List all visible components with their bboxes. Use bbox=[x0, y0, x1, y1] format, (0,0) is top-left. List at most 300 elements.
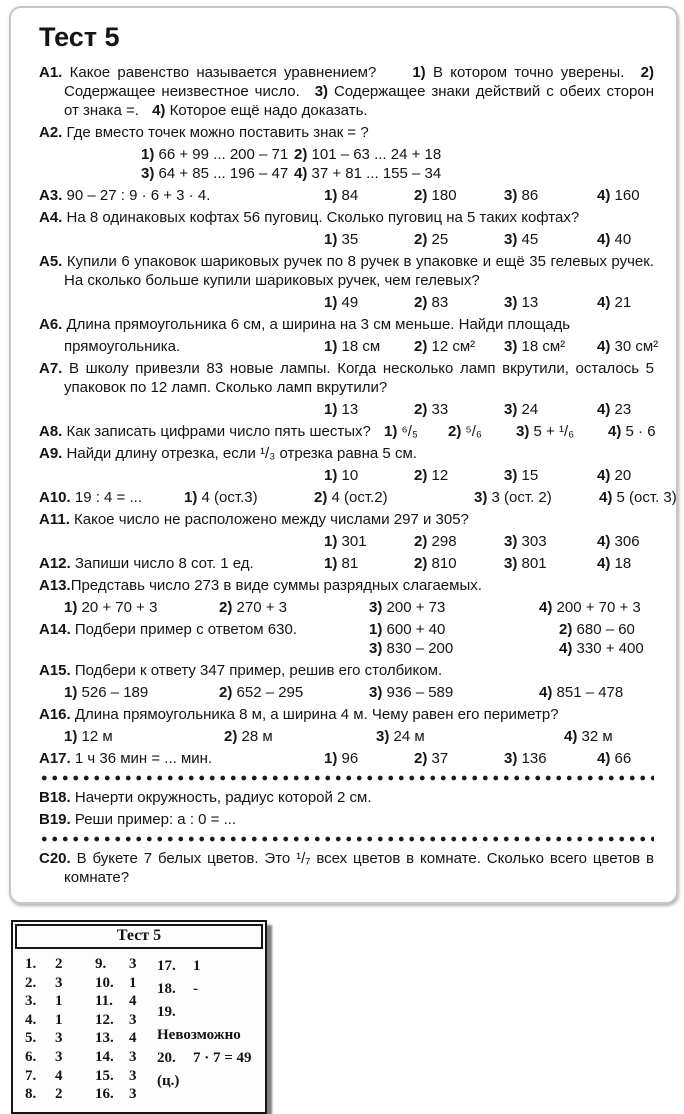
option-label: 2) bbox=[414, 231, 428, 248]
answer-value: 1 bbox=[193, 958, 201, 974]
answer-value: - bbox=[193, 981, 198, 997]
answer-number: 7. bbox=[25, 1067, 37, 1084]
option-value: 801 bbox=[521, 555, 547, 572]
option-label: 4) bbox=[597, 533, 611, 550]
option bbox=[597, 532, 654, 551]
option-value: 83 bbox=[431, 294, 449, 311]
option-label: 4) bbox=[152, 102, 166, 119]
option-label: 1) bbox=[64, 684, 78, 701]
option-value: Содержащее неизвестное число. bbox=[64, 83, 300, 100]
option-label: 3) bbox=[504, 401, 518, 418]
question-a16-options bbox=[39, 727, 654, 746]
answer-row bbox=[25, 974, 95, 993]
question-a6 bbox=[39, 315, 654, 334]
option bbox=[414, 532, 504, 551]
answer-value: 1 bbox=[129, 974, 137, 991]
question-text: Какое число не расположено между числами 297 и 305? bbox=[74, 511, 469, 528]
option-value: 330 + 400 bbox=[576, 640, 644, 657]
question-text: В букете 7 белых цветов. Это ¹/₇ всех цветов в комнате. Сколько всего цветов в комнате? bbox=[64, 850, 655, 886]
question-a11 bbox=[39, 510, 654, 529]
answer-value: 2 bbox=[55, 1086, 63, 1103]
option-label: 4) bbox=[539, 599, 553, 616]
option-label: 4) bbox=[597, 338, 611, 355]
question-stem bbox=[39, 620, 369, 639]
question-id: А13. bbox=[39, 577, 71, 594]
answer-number: 4. bbox=[25, 1011, 37, 1028]
answer-row bbox=[95, 1029, 157, 1048]
answer-number: 18. bbox=[157, 981, 176, 997]
option-label: 1) bbox=[384, 423, 398, 440]
option bbox=[597, 293, 654, 312]
question-text: Длина прямоугольника 8 м, а ширина 4 м. Чему равен его периметр? bbox=[74, 706, 559, 723]
option-value: 33 bbox=[431, 401, 449, 418]
option-label: 3) bbox=[504, 187, 518, 204]
option-value: 20 + 70 + 3 bbox=[81, 599, 158, 616]
answer-value: 4 bbox=[129, 993, 137, 1010]
answer-key-column-1 bbox=[25, 955, 95, 1104]
answer-key-title: Тест 5 bbox=[15, 924, 263, 949]
question-text: Купили 6 упаковок шариковых ручек по 8 ручек в упаковке и ещё 35 гелевых ручек. На сколько больше купили шариковых ручек, чем гелевых? bbox=[64, 253, 654, 289]
answer-number: 2. bbox=[25, 974, 37, 991]
answer-row bbox=[95, 955, 157, 974]
question-c20 bbox=[39, 849, 654, 887]
question-id: А7. bbox=[39, 360, 63, 377]
answer-row bbox=[25, 1011, 95, 1030]
option bbox=[64, 598, 219, 617]
answer-row bbox=[95, 992, 157, 1011]
option-value: 84 bbox=[341, 187, 359, 204]
option bbox=[324, 293, 414, 312]
answer-row bbox=[95, 1067, 157, 1086]
option-label: 4) bbox=[597, 555, 611, 572]
option bbox=[504, 186, 597, 205]
option bbox=[184, 488, 314, 507]
option bbox=[559, 620, 654, 639]
dotted-separator bbox=[39, 836, 654, 842]
option-label: 1) bbox=[64, 599, 78, 616]
answer-row bbox=[95, 1085, 157, 1104]
answer-row bbox=[95, 1011, 157, 1030]
option-value: 13 bbox=[341, 401, 359, 418]
option-label: 4) bbox=[294, 165, 308, 182]
option-label: 1) bbox=[324, 294, 338, 311]
option-label: 2) bbox=[448, 423, 462, 440]
option bbox=[504, 466, 597, 485]
option-value: 45 bbox=[521, 231, 539, 248]
option bbox=[324, 230, 414, 249]
option-label: 1) bbox=[324, 187, 338, 204]
option bbox=[224, 727, 376, 746]
question-text: 19 : 4 = ... bbox=[74, 489, 142, 506]
option-value: 12 см² bbox=[431, 338, 476, 355]
question-stem bbox=[39, 749, 324, 768]
answer-number: 9. bbox=[95, 956, 107, 972]
option-label: 4) bbox=[599, 489, 613, 506]
option-value: 4 (ост.2) bbox=[331, 489, 388, 506]
question-b18 bbox=[39, 788, 654, 807]
option-label: 4) bbox=[597, 294, 611, 311]
option-value: 25 bbox=[431, 231, 449, 248]
option bbox=[64, 727, 224, 746]
option-value: 652 – 295 bbox=[236, 684, 304, 701]
option-value: 18 см² bbox=[521, 338, 566, 355]
question-text: Как записать цифрами число пять шестых? bbox=[66, 423, 371, 440]
answer-number: 14. bbox=[95, 1048, 114, 1065]
option-label: 3) bbox=[504, 467, 518, 484]
option-label: 1) bbox=[412, 64, 426, 81]
option bbox=[294, 145, 654, 164]
question-text: 1 ч 36 мин = ... мин. bbox=[74, 750, 213, 767]
question-id: А15. bbox=[39, 662, 71, 679]
option-value: 49 bbox=[341, 294, 359, 311]
option-value: 12 м bbox=[81, 728, 113, 745]
option bbox=[414, 230, 504, 249]
option bbox=[414, 554, 504, 573]
option-label: 3) bbox=[369, 599, 383, 616]
question-id: В19. bbox=[39, 811, 71, 828]
option-label: 3) bbox=[369, 640, 383, 657]
answer-row bbox=[25, 1085, 95, 1104]
option bbox=[414, 400, 504, 419]
question-a13-options bbox=[39, 598, 654, 617]
option-label: 3) bbox=[474, 489, 488, 506]
option-label: 4) bbox=[559, 640, 573, 657]
option-label: 3) bbox=[504, 338, 518, 355]
option-value: 5 + ¹/₆ bbox=[533, 423, 575, 440]
option-value: 20 bbox=[614, 467, 632, 484]
question-b19 bbox=[39, 810, 654, 829]
option bbox=[314, 488, 474, 507]
option-value: 680 – 60 bbox=[576, 621, 635, 638]
question-text: Подбери к ответу 347 пример, решив его столбиком. bbox=[74, 662, 443, 679]
answer-number: 1. bbox=[25, 956, 37, 972]
answer-row bbox=[157, 978, 259, 1001]
answer-row bbox=[157, 1001, 259, 1047]
option bbox=[504, 749, 597, 768]
answer-value: 3 bbox=[129, 1048, 137, 1065]
option bbox=[414, 186, 504, 205]
option-label: 4) bbox=[597, 467, 611, 484]
answer-number: 10. bbox=[95, 974, 114, 991]
option bbox=[64, 683, 219, 702]
option bbox=[516, 422, 608, 441]
answer-number: 3. bbox=[25, 993, 37, 1010]
option-value: 24 м bbox=[393, 728, 425, 745]
spacer bbox=[39, 532, 324, 551]
option-value: 180 bbox=[431, 187, 457, 204]
option-label: 1) bbox=[324, 401, 338, 418]
option-value: 37 bbox=[431, 750, 449, 767]
option-label: 1) bbox=[141, 146, 155, 163]
question-id: А16. bbox=[39, 706, 71, 723]
option-value: 270 + 3 bbox=[236, 599, 287, 616]
option bbox=[504, 293, 597, 312]
question-text: 90 – 27 : 9 · 6 + 3 · 4. bbox=[66, 187, 211, 204]
question-a7 bbox=[39, 359, 654, 397]
question-stem bbox=[39, 554, 324, 573]
answer-value: Невозможно bbox=[157, 1027, 241, 1043]
option-label: 1) bbox=[324, 533, 338, 550]
option bbox=[219, 683, 369, 702]
question-a2 bbox=[39, 123, 654, 142]
option bbox=[539, 683, 654, 702]
option bbox=[384, 422, 448, 441]
answer-value: 7 · 7 = 49 (ц.) bbox=[157, 1050, 252, 1089]
option-label: 2) bbox=[224, 728, 238, 745]
option-label: 3) bbox=[504, 750, 518, 767]
option-value: ⁵/₆ bbox=[465, 423, 482, 440]
option bbox=[414, 466, 504, 485]
question-a4 bbox=[39, 208, 654, 227]
question-a14 bbox=[39, 620, 654, 658]
question-text: Представь число 273 в виде суммы разрядных слагаемых. bbox=[70, 577, 482, 594]
option bbox=[324, 337, 414, 356]
question-text: Какое равенство называется уравнением? bbox=[69, 64, 377, 81]
answer-row bbox=[157, 955, 259, 978]
option-value: 303 bbox=[521, 533, 547, 550]
option-label: 4) bbox=[564, 728, 578, 745]
option bbox=[597, 554, 654, 573]
answer-value: 3 bbox=[55, 1048, 63, 1065]
option-value: 301 bbox=[341, 533, 367, 550]
answer-number: 17. bbox=[157, 958, 176, 974]
question-a3 bbox=[39, 186, 654, 205]
option bbox=[369, 683, 539, 702]
option-label: 1) bbox=[64, 728, 78, 745]
answer-row bbox=[157, 1047, 259, 1093]
option bbox=[539, 598, 654, 617]
answer-row bbox=[25, 1067, 95, 1086]
answer-number: 6. bbox=[25, 1048, 37, 1065]
option-value: 24 bbox=[521, 401, 539, 418]
answer-value: 2 bbox=[55, 956, 63, 972]
option bbox=[294, 164, 654, 183]
option-value: 66 + 99 ... 200 – 71 bbox=[158, 146, 289, 163]
question-a5 bbox=[39, 252, 654, 290]
option-label: 3) bbox=[504, 533, 518, 550]
option bbox=[564, 727, 654, 746]
page-title: Тест 5 bbox=[39, 22, 120, 52]
option bbox=[608, 422, 656, 441]
question-a12 bbox=[39, 554, 654, 573]
option-value: 30 см² bbox=[614, 338, 659, 355]
option-label: 2) bbox=[414, 294, 428, 311]
option-value: 10 bbox=[341, 467, 359, 484]
option-label: 3) bbox=[369, 684, 383, 701]
option-value: 21 bbox=[614, 294, 632, 311]
option-value: 86 bbox=[521, 187, 539, 204]
option-value: 32 м bbox=[581, 728, 613, 745]
question-a6-options bbox=[39, 337, 659, 356]
option-value: 5 (ост. 3) bbox=[616, 489, 677, 506]
option-label: 1) bbox=[324, 338, 338, 355]
question-id: А12. bbox=[39, 555, 71, 572]
option-value: 4 (ост.3) bbox=[201, 489, 258, 506]
option-value: 136 bbox=[521, 750, 547, 767]
question-text: Где вместо точек можно поставить знак = ? bbox=[66, 124, 369, 141]
answer-key-column-2 bbox=[95, 955, 157, 1104]
option-label: 2) bbox=[414, 338, 428, 355]
question-id: А6. bbox=[39, 316, 63, 333]
option-value: 28 м bbox=[241, 728, 273, 745]
question-id: В18. bbox=[39, 789, 71, 806]
question-a11-options bbox=[39, 532, 654, 551]
option-value: 526 – 189 bbox=[81, 684, 149, 701]
question-text: Запиши число 8 сот. 1 ед. bbox=[74, 555, 254, 572]
question-id: А14. bbox=[39, 621, 71, 638]
question-id: А3. bbox=[39, 187, 63, 204]
option-label: 2) bbox=[219, 599, 233, 616]
option-value: 18 bbox=[614, 555, 632, 572]
question-stem bbox=[39, 186, 324, 205]
option-value: 5 · 6 bbox=[625, 423, 656, 440]
option bbox=[369, 598, 539, 617]
answer-number: 11. bbox=[95, 993, 113, 1010]
option-label: 1) bbox=[324, 555, 338, 572]
option bbox=[219, 598, 369, 617]
answer-number: 13. bbox=[95, 1030, 114, 1047]
question-id: С20. bbox=[39, 850, 71, 867]
answer-number: 19. bbox=[157, 1004, 176, 1020]
option bbox=[324, 749, 414, 768]
answer-value: 1 bbox=[55, 1011, 63, 1028]
option-value: 37 + 81 ... 155 – 34 bbox=[311, 165, 442, 182]
option bbox=[504, 230, 597, 249]
question-a1 bbox=[39, 63, 654, 120]
question-a2-options bbox=[39, 145, 654, 183]
question-text: Длина прямоугольника 6 см, а ширина на 3 см меньше. Найди площадь bbox=[66, 316, 571, 333]
answer-number: 20. bbox=[157, 1050, 176, 1066]
option-value: Которое ещё надо доказать. bbox=[169, 102, 368, 119]
option-value: 40 bbox=[614, 231, 632, 248]
option-value: 81 bbox=[341, 555, 359, 572]
option bbox=[141, 145, 294, 164]
option bbox=[597, 749, 654, 768]
option bbox=[504, 532, 597, 551]
question-text: Реши пример: а : 0 = ... bbox=[74, 811, 237, 828]
option-label: 1) bbox=[324, 750, 338, 767]
option bbox=[597, 466, 654, 485]
answer-number: 15. bbox=[95, 1067, 114, 1084]
question-a16 bbox=[39, 705, 654, 724]
option-value: 96 bbox=[341, 750, 359, 767]
option bbox=[448, 422, 516, 441]
option-value: 66 bbox=[614, 750, 632, 767]
option bbox=[141, 164, 294, 183]
question-id: А5. bbox=[39, 253, 63, 270]
option-value: 298 bbox=[431, 533, 457, 550]
option-label: 2) bbox=[414, 555, 428, 572]
option-label: 2) bbox=[314, 489, 328, 506]
option bbox=[414, 293, 504, 312]
answer-value: 1 bbox=[55, 993, 63, 1010]
option bbox=[599, 488, 677, 507]
option bbox=[504, 400, 597, 419]
question-stem bbox=[39, 488, 184, 507]
option-label: 3) bbox=[504, 555, 518, 572]
question-a13 bbox=[39, 576, 654, 595]
question-id: А2. bbox=[39, 124, 63, 141]
option bbox=[597, 186, 654, 205]
option-value: 851 – 478 bbox=[556, 684, 624, 701]
option bbox=[414, 337, 504, 356]
option-label: 4) bbox=[539, 684, 553, 701]
option bbox=[504, 554, 597, 573]
question-a8 bbox=[39, 422, 654, 441]
question-id: А4. bbox=[39, 209, 63, 226]
question-text: Найди длину отрезка, если ¹/₃ отрезка равна 5 см. bbox=[66, 445, 417, 462]
option-label: 1) bbox=[369, 621, 383, 638]
question-a9 bbox=[39, 444, 654, 463]
question-a4-options bbox=[39, 230, 654, 249]
option bbox=[597, 400, 654, 419]
option-value: 200 + 70 + 3 bbox=[556, 599, 641, 616]
option-label: 2) bbox=[414, 750, 428, 767]
spacer bbox=[39, 466, 324, 485]
question-text: На 8 одинаковых кофтах 56 пуговиц. Сколько пуговиц на 5 таких кофтах? bbox=[66, 209, 580, 226]
option-label: 1) bbox=[324, 231, 338, 248]
option-value: 23 bbox=[614, 401, 632, 418]
option-label: 2) bbox=[640, 64, 655, 81]
answer-row bbox=[25, 992, 95, 1011]
option-label: 4) bbox=[597, 187, 611, 204]
option-label: 2) bbox=[559, 621, 573, 638]
question-a15-options bbox=[39, 683, 654, 702]
answer-value: 3 bbox=[129, 1067, 137, 1084]
question-text: Начерти окружность, радиус которой 2 см. bbox=[74, 789, 372, 806]
option-value: Содержащее знаки действий с обеих сторон от знака =. bbox=[64, 83, 654, 119]
option-label: 2) bbox=[294, 146, 308, 163]
option bbox=[414, 749, 504, 768]
answer-row bbox=[25, 955, 95, 974]
option-label: 3) bbox=[504, 231, 518, 248]
option-value: 830 – 200 bbox=[386, 640, 454, 657]
test-5-document bbox=[0, 6, 684, 1114]
option-label: 2) bbox=[414, 401, 428, 418]
option-value: 160 bbox=[614, 187, 640, 204]
answer-number: 8. bbox=[25, 1086, 37, 1103]
question-a5-options bbox=[39, 293, 654, 312]
question-a9-options bbox=[39, 466, 654, 485]
answer-value: 4 bbox=[129, 1030, 137, 1047]
answer-value: 3 bbox=[55, 1030, 63, 1047]
answer-value: 3 bbox=[129, 956, 137, 972]
option-label: 2) bbox=[219, 684, 233, 701]
question-a7-options bbox=[39, 400, 654, 419]
option bbox=[504, 337, 597, 356]
option bbox=[474, 488, 599, 507]
question-id: А8. bbox=[39, 423, 63, 440]
option-label: 2) bbox=[414, 467, 428, 484]
option bbox=[324, 532, 414, 551]
option-label: 4) bbox=[597, 231, 611, 248]
option bbox=[597, 337, 658, 356]
option bbox=[324, 466, 414, 485]
answer-value: 3 bbox=[129, 1011, 137, 1028]
answer-row bbox=[95, 1048, 157, 1067]
option-label: 4) bbox=[608, 423, 622, 440]
option-value: ⁶/₅ bbox=[401, 423, 418, 440]
option-value: 64 + 85 ... 196 – 47 bbox=[158, 165, 289, 182]
option bbox=[559, 639, 654, 658]
option-label: 1) bbox=[324, 467, 338, 484]
spacer bbox=[39, 230, 324, 249]
question-id: А9. bbox=[39, 445, 63, 462]
option-value: 200 + 73 bbox=[386, 599, 446, 616]
answer-key-card bbox=[11, 920, 267, 1114]
answer-row bbox=[25, 1048, 95, 1067]
spacer bbox=[39, 293, 324, 312]
